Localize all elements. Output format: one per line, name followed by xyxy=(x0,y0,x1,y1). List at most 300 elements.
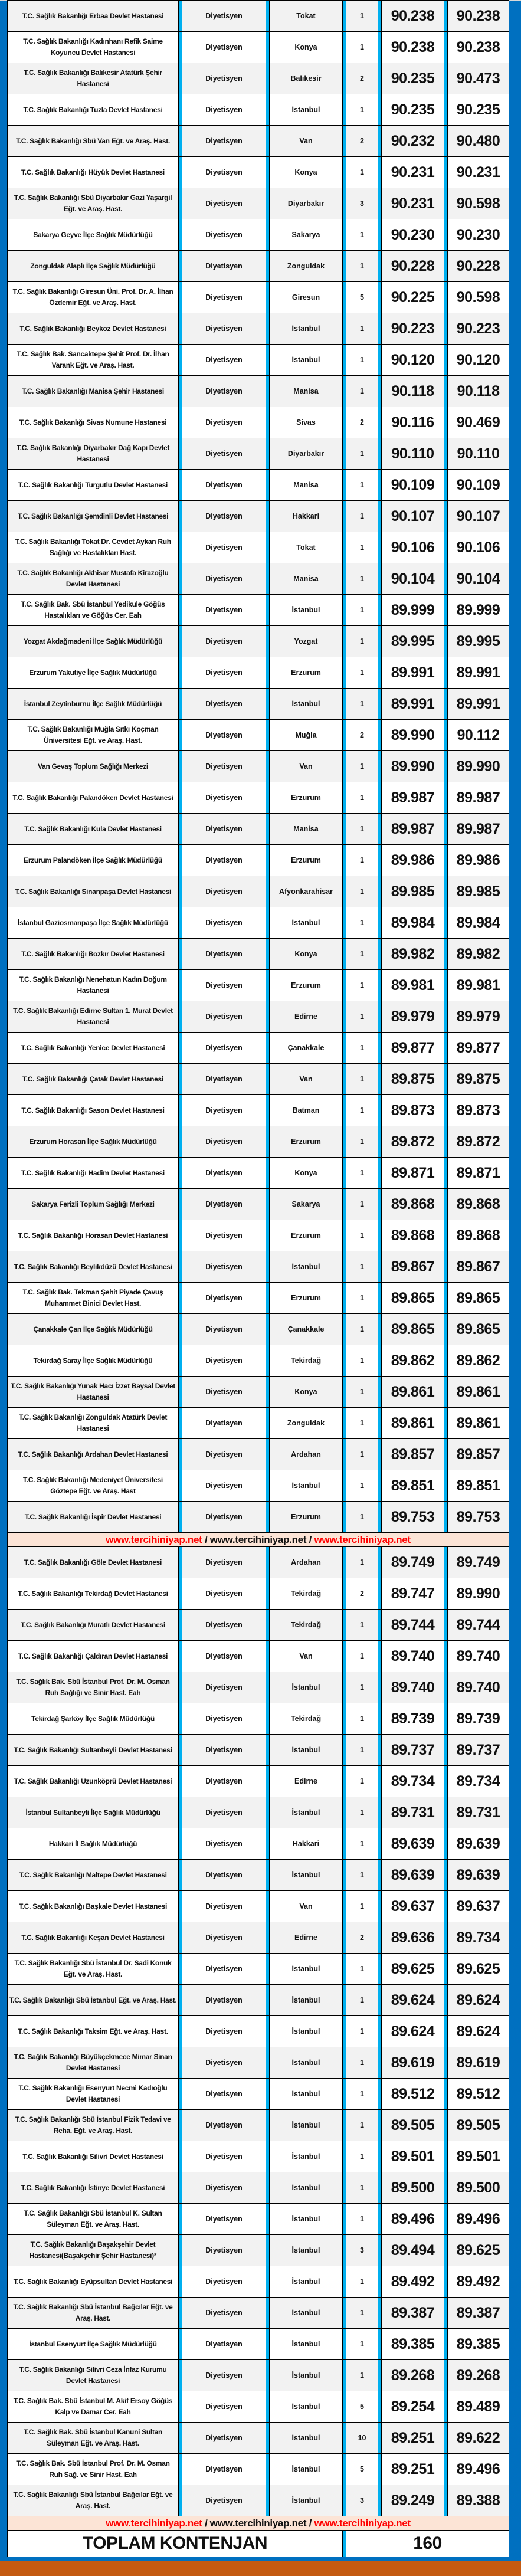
institution-name: T.C. Sağlık Bakanlığı Silivri Ceza İnfaz Kurumu Devlet Hastanesi xyxy=(8,2360,179,2391)
quota: 1 xyxy=(346,345,378,376)
table-row xyxy=(8,63,509,94)
quota: 2 xyxy=(346,720,378,751)
min-score: 89.624 xyxy=(382,2016,444,2047)
table-row xyxy=(8,1922,509,1954)
position-type: Diyetisyen xyxy=(182,2172,266,2204)
quota: 1 xyxy=(346,1954,378,1985)
position-type: Diyetisyen xyxy=(182,1377,266,1408)
quota: 2 xyxy=(346,1578,378,1610)
position-type: Diyetisyen xyxy=(182,845,266,876)
quota: 1 xyxy=(346,2110,378,2141)
city: İstanbul xyxy=(270,2172,343,2204)
quota: 1 xyxy=(346,814,378,845)
max-score: 89.744 xyxy=(448,1610,509,1641)
min-score: 89.865 xyxy=(382,1283,444,1314)
position-type: Diyetisyen xyxy=(182,2423,266,2454)
city: Erzurum xyxy=(270,845,343,876)
quota: 1 xyxy=(346,1502,378,1533)
max-score: 89.749 xyxy=(448,1547,509,1578)
min-score: 89.990 xyxy=(382,720,444,751)
institution-name: Tekirdağ Şarköy İlçe Sağlık Müdürlüğü xyxy=(8,1703,179,1735)
max-score: 90.473 xyxy=(448,63,509,94)
position-type: Diyetisyen xyxy=(182,1033,266,1064)
min-score: 89.619 xyxy=(382,2047,444,2079)
city: Tokat xyxy=(270,1,343,32)
max-score: 89.990 xyxy=(448,1578,509,1610)
max-score: 89.979 xyxy=(448,1001,509,1033)
max-score: 90.238 xyxy=(448,1,509,32)
max-score: 89.987 xyxy=(448,814,509,845)
institution-name: Çanakkale Çan İlçe Sağlık Müdürlüğü xyxy=(8,1314,179,1345)
institution-name: T.C. Sağlık Bakanlığı Sultanbeyli Devlet Hastanesi xyxy=(8,1735,179,1766)
min-score: 90.120 xyxy=(382,345,444,376)
max-score: 89.385 xyxy=(448,2329,509,2360)
position-type: Diyetisyen xyxy=(182,1828,266,1860)
min-score: 89.251 xyxy=(382,2423,444,2454)
institution-name: T.C. Sağlık Bakanlığı Çatak Devlet Hastanesi xyxy=(8,1064,179,1095)
position-type: Diyetisyen xyxy=(182,2360,266,2391)
institution-name: T.C. Sağlık Bakanlığı Sbü İstanbul Fizik Tedavi ve Reha. Eğt. ve Araş. Hast. xyxy=(8,2110,179,2141)
quota: 1 xyxy=(346,1033,378,1064)
max-score: 90.110 xyxy=(448,438,509,470)
table-row xyxy=(8,657,509,689)
min-score: 89.249 xyxy=(382,2485,444,2516)
max-score: 89.991 xyxy=(448,657,509,689)
position-type: Diyetisyen xyxy=(182,689,266,720)
min-score: 90.106 xyxy=(382,532,444,563)
min-score: 90.223 xyxy=(382,313,444,345)
max-score: 89.740 xyxy=(448,1641,509,1672)
institution-name: T.C. Sağlık Bakanlığı Maltepe Devlet Hastanesi xyxy=(8,1860,179,1891)
position-type: Diyetisyen xyxy=(182,2391,266,2423)
quota: 1 xyxy=(346,657,378,689)
max-score: 89.753 xyxy=(448,1502,509,1533)
watermark-link-3[interactable]: www.tercihiniyap.net xyxy=(314,1533,411,1545)
table-row xyxy=(8,751,509,782)
table-row xyxy=(8,907,509,939)
city: İstanbul xyxy=(270,1860,343,1891)
quota: 1 xyxy=(346,32,378,63)
min-score: 89.639 xyxy=(382,1828,444,1860)
position-type: Diyetisyen xyxy=(182,1797,266,1828)
institution-name: T.C. Sağlık Bakanlığı Manisa Şehir Hastanesi xyxy=(8,376,179,407)
quota: 1 xyxy=(346,1345,378,1377)
city: İstanbul xyxy=(270,907,343,939)
max-score: 89.734 xyxy=(448,1922,509,1954)
max-score: 89.388 xyxy=(448,2485,509,2516)
position-type: Diyetisyen xyxy=(182,595,266,626)
position-type: Diyetisyen xyxy=(182,657,266,689)
position-type: Diyetisyen xyxy=(182,751,266,782)
position-type: Diyetisyen xyxy=(182,1735,266,1766)
position-type: Diyetisyen xyxy=(182,376,266,407)
city: Ardahan xyxy=(270,1547,343,1578)
institution-name: T.C. Sağlık Bakanlığı Hüyük Devlet Hastanesi xyxy=(8,157,179,188)
table-row xyxy=(8,407,509,438)
city: Sivas xyxy=(270,407,343,438)
institution-name: T.C. Sağlık Bak. Sbü İstanbul Prof. Dr. M. Osman Ruh Sağ. ve Sinir Hast. Eah xyxy=(8,2454,179,2485)
watermark-link-2[interactable]: www.tercihiniyap.net xyxy=(209,1533,307,1545)
city: Tekirdağ xyxy=(270,1345,343,1377)
min-score: 89.861 xyxy=(382,1377,444,1408)
min-score: 89.501 xyxy=(382,2141,444,2172)
position-type: Diyetisyen xyxy=(182,470,266,501)
max-score: 90.469 xyxy=(448,407,509,438)
city: Ardahan xyxy=(270,1439,343,1470)
institution-name: T.C. Sağlık Bakanlığı Sinanpaşa Devlet Hastanesi xyxy=(8,876,179,907)
max-score: 90.231 xyxy=(448,157,509,188)
city: İstanbul xyxy=(270,2360,343,2391)
max-score: 89.639 xyxy=(448,1828,509,1860)
min-score: 90.235 xyxy=(382,63,444,94)
quota: 1 xyxy=(346,1610,378,1641)
table-row xyxy=(8,1,509,32)
max-score: 90.238 xyxy=(448,32,509,63)
institution-name: T.C. Sağlık Bakanlığı Muğla Sıtkı Koçman Üniversitesi Eğt. ve Araş. Hast. xyxy=(8,720,179,751)
max-score: 89.865 xyxy=(448,1283,509,1314)
table-row xyxy=(8,345,509,376)
position-type: Diyetisyen xyxy=(182,1641,266,1672)
total-label: TOPLAM KONTENJAN xyxy=(8,2531,343,2557)
quota: 2 xyxy=(346,1922,378,1954)
institution-name: T.C. Sağlık Bakanlığı Beylikdüzü Devlet Hastanesi xyxy=(8,1251,179,1283)
institution-name: T.C. Sağlık Bakanlığı Turgutlu Devlet Hastanesi xyxy=(8,470,179,501)
quota: 5 xyxy=(346,2454,378,2485)
city: Van xyxy=(270,1064,343,1095)
position-type: Diyetisyen xyxy=(182,1703,266,1735)
min-score: 89.877 xyxy=(382,1033,444,1064)
min-score: 89.731 xyxy=(382,1797,444,1828)
city: İstanbul xyxy=(270,94,343,126)
table-row xyxy=(8,1064,509,1095)
table-row xyxy=(8,1703,509,1735)
max-score: 90.109 xyxy=(448,470,509,501)
position-type: Diyetisyen xyxy=(182,345,266,376)
table-row xyxy=(8,1189,509,1220)
city: Hakkari xyxy=(270,501,343,532)
watermark-link-3[interactable]: www.tercihiniyap.net xyxy=(314,2517,411,2529)
city: İstanbul xyxy=(270,2485,343,2516)
table-row xyxy=(8,1766,509,1797)
quota: 1 xyxy=(346,2141,378,2172)
position-type: Diyetisyen xyxy=(182,2266,266,2298)
max-score: 89.995 xyxy=(448,626,509,657)
quota: 1 xyxy=(346,595,378,626)
table-row xyxy=(8,1220,509,1251)
quota: 1 xyxy=(346,845,378,876)
quota: 1 xyxy=(346,2298,378,2329)
city: Erzurum xyxy=(270,1283,343,1314)
city: Edirne xyxy=(270,1766,343,1797)
institution-name: T.C. Sağlık Bakanlığı Büyükçekmece Mimar Sinan Devlet Hastanesi xyxy=(8,2047,179,2079)
table-row xyxy=(8,532,509,563)
quota: 1 xyxy=(346,1251,378,1283)
min-score: 90.104 xyxy=(382,563,444,595)
institution-name: Zonguldak Alaplı İlçe Sağlık Müdürlüğü xyxy=(8,251,179,282)
max-score: 90.598 xyxy=(448,282,509,313)
min-score: 90.238 xyxy=(382,1,444,32)
table-row xyxy=(8,1314,509,1345)
max-score: 89.501 xyxy=(448,2141,509,2172)
table-row xyxy=(8,282,509,313)
table-row xyxy=(8,251,509,282)
max-score: 89.734 xyxy=(448,1766,509,1797)
position-type: Diyetisyen xyxy=(182,1578,266,1610)
quota: 3 xyxy=(346,2485,378,2516)
quota: 1 xyxy=(346,376,378,407)
table-row xyxy=(8,94,509,126)
position-type: Diyetisyen xyxy=(182,626,266,657)
watermark-row xyxy=(8,2516,509,2531)
quota: 1 xyxy=(346,1001,378,1033)
max-score: 89.861 xyxy=(448,1377,509,1408)
city: Diyarbakır xyxy=(270,188,343,219)
max-score: 89.867 xyxy=(448,1251,509,1283)
min-score: 89.865 xyxy=(382,1314,444,1345)
table-row xyxy=(8,876,509,907)
min-score: 90.230 xyxy=(382,219,444,251)
city: Konya xyxy=(270,1377,343,1408)
city: Çanakkale xyxy=(270,1033,343,1064)
table-row xyxy=(8,2423,509,2454)
min-score: 90.228 xyxy=(382,251,444,282)
watermark-text: www.tercihiniyap.net / www.tercihiniyap.net / www.tercihiniyap.net xyxy=(8,1533,509,1547)
institution-name: Tekirdağ Saray İlçe Sağlık Müdürlüğü xyxy=(8,1345,179,1377)
max-score: 89.877 xyxy=(448,1033,509,1064)
quota: 1 xyxy=(346,1189,378,1220)
min-score: 89.862 xyxy=(382,1345,444,1377)
position-type: Diyetisyen xyxy=(182,2141,266,2172)
institution-name: T.C. Sağlık Bakanlığı Sbü Diyarbakır Gazi Yaşargil Eğt. ve Araş. Hast. xyxy=(8,188,179,219)
quota: 1 xyxy=(346,751,378,782)
watermark-block-2 xyxy=(8,2516,509,2531)
position-type: Diyetisyen xyxy=(182,1439,266,1470)
quota: 1 xyxy=(346,251,378,282)
table-row xyxy=(8,2454,509,2485)
quota: 1 xyxy=(346,876,378,907)
min-score: 90.231 xyxy=(382,157,444,188)
max-score: 90.223 xyxy=(448,313,509,345)
max-score: 90.106 xyxy=(448,532,509,563)
institution-name: T.C. Sağlık Bakanlığı İstinye Devlet Hastanesi xyxy=(8,2172,179,2204)
city: Konya xyxy=(270,939,343,970)
watermark-text: www.tercihiniyap.net / www.tercihiniyap.net / www.tercihiniyap.net xyxy=(8,2516,509,2531)
table-row xyxy=(8,376,509,407)
quota: 1 xyxy=(346,1860,378,1891)
city: Yozgat xyxy=(270,626,343,657)
min-score: 89.505 xyxy=(382,2110,444,2141)
institution-name: T.C. Sağlık Bakanlığı Sbü İstanbul K. Sultan Süleyman Eğt. ve Araş. Hast. xyxy=(8,2204,179,2235)
institution-name: Sakarya Ferizli Toplum Sağlığı Merkezi xyxy=(8,1189,179,1220)
min-score: 89.857 xyxy=(382,1439,444,1470)
quota: 1 xyxy=(346,1797,378,1828)
total-block xyxy=(8,2531,509,2557)
min-score: 89.873 xyxy=(382,1095,444,1126)
table-row xyxy=(8,1126,509,1158)
table-row xyxy=(8,470,509,501)
city: İstanbul xyxy=(270,2391,343,2423)
position-type: Diyetisyen xyxy=(182,814,266,845)
min-score: 89.492 xyxy=(382,2266,444,2298)
max-score: 90.230 xyxy=(448,219,509,251)
quota: 1 xyxy=(346,1766,378,1797)
quota: 1 xyxy=(346,1470,378,1502)
city: İstanbul xyxy=(270,2235,343,2266)
position-type: Diyetisyen xyxy=(182,563,266,595)
min-score: 89.991 xyxy=(382,657,444,689)
min-score: 89.985 xyxy=(382,876,444,907)
min-score: 89.624 xyxy=(382,1985,444,2016)
table-row xyxy=(8,501,509,532)
min-score: 89.984 xyxy=(382,907,444,939)
institution-name: T.C. Sağlık Bakanlığı Kadınhanı Refik Saime Koyuncu Devlet Hastanesi xyxy=(8,32,179,63)
watermark-link-1[interactable]: www.tercihiniyap.net xyxy=(106,1533,202,1545)
max-score: 89.868 xyxy=(448,1189,509,1220)
quota: 1 xyxy=(346,1828,378,1860)
city: Tekirdağ xyxy=(270,1703,343,1735)
city: İstanbul xyxy=(270,1954,343,1985)
position-type: Diyetisyen xyxy=(182,1314,266,1345)
institution-name: Yozgat Akdağmadeni İlçe Sağlık Müdürlüğü xyxy=(8,626,179,657)
institution-name: T.C. Sağlık Bakanlığı Uzunköprü Devlet Hastanesi xyxy=(8,1766,179,1797)
max-score: 89.871 xyxy=(448,1158,509,1189)
min-score: 90.232 xyxy=(382,126,444,157)
city: Van xyxy=(270,751,343,782)
min-score: 89.749 xyxy=(382,1547,444,1578)
city: Erzurum xyxy=(270,1502,343,1533)
table-row xyxy=(8,1547,509,1578)
city: Manisa xyxy=(270,814,343,845)
institution-name: Sakarya Geyve İlçe Sağlık Müdürlüğü xyxy=(8,219,179,251)
table-row xyxy=(8,1502,509,1533)
max-score: 90.112 xyxy=(448,720,509,751)
min-score: 90.109 xyxy=(382,470,444,501)
position-type: Diyetisyen xyxy=(182,1345,266,1377)
max-score: 90.118 xyxy=(448,376,509,407)
min-score: 89.387 xyxy=(382,2298,444,2329)
institution-name: T.C. Sağlık Bak. Sbü İstanbul Kanuni Sultan Süleyman Eğt. ve Araş. Hast. xyxy=(8,2423,179,2454)
city: İstanbul xyxy=(270,1985,343,2016)
quota: 1 xyxy=(346,1703,378,1735)
city: İstanbul xyxy=(270,2141,343,2172)
min-score: 89.747 xyxy=(382,1578,444,1610)
position-type: Diyetisyen xyxy=(182,94,266,126)
city: Erzurum xyxy=(270,657,343,689)
min-score: 89.981 xyxy=(382,970,444,1001)
institution-name: T.C. Sağlık Bakanlığı Ardahan Devlet Hastanesi xyxy=(8,1439,179,1470)
institution-name: T.C. Sağlık Bak. Sbü İstanbul M. Akif Ersoy Göğüs Kalp ve Damar Cer. Eah xyxy=(8,2391,179,2423)
institution-name: Hakkari İl Sağlık Müdürlüğü xyxy=(8,1828,179,1860)
position-type: Diyetisyen xyxy=(182,1672,266,1703)
table-row xyxy=(8,1377,509,1408)
institution-name: T.C. Sağlık Bakanlığı Bozkır Devlet Hastanesi xyxy=(8,939,179,970)
table-row xyxy=(8,219,509,251)
institution-name: T.C. Sağlık Bakanlığı Zonguldak Atatürk Devlet Hastanesi xyxy=(8,1408,179,1439)
city: Sakarya xyxy=(270,1189,343,1220)
institution-name: T.C. Sağlık Bakanlığı Sbü İstanbul Bağcılar Eğt. ve Araş. Hast. xyxy=(8,2298,179,2329)
max-score: 89.862 xyxy=(448,1345,509,1377)
position-type: Diyetisyen xyxy=(182,251,266,282)
table-row xyxy=(8,2110,509,2141)
max-score: 89.387 xyxy=(448,2298,509,2329)
institution-name: T.C. Sağlık Bakanlığı Hadim Devlet Hastanesi xyxy=(8,1158,179,1189)
max-score: 89.984 xyxy=(448,907,509,939)
institution-name: T.C. Sağlık Bakanlığı Muratlı Devlet Hastanesi xyxy=(8,1610,179,1641)
city: İstanbul xyxy=(270,2329,343,2360)
position-type: Diyetisyen xyxy=(182,2016,266,2047)
city: Manisa xyxy=(270,376,343,407)
city: Zonguldak xyxy=(270,251,343,282)
watermark-row xyxy=(8,1533,509,1547)
table-row xyxy=(8,1578,509,1610)
position-type: Diyetisyen xyxy=(182,2204,266,2235)
table-block-2 xyxy=(8,1547,509,2516)
min-score: 89.500 xyxy=(382,2172,444,2204)
position-type: Diyetisyen xyxy=(182,720,266,751)
quota: 1 xyxy=(346,1283,378,1314)
city: Konya xyxy=(270,1158,343,1189)
min-score: 89.868 xyxy=(382,1220,444,1251)
position-type: Diyetisyen xyxy=(182,1502,266,1533)
position-type: Diyetisyen xyxy=(182,1891,266,1922)
watermark-link-2[interactable]: www.tercihiniyap.net xyxy=(209,2517,307,2529)
institution-name: T.C. Sağlık Bakanlığı Diyarbakır Dağ Kapı Devlet Hastanesi xyxy=(8,438,179,470)
min-score: 90.238 xyxy=(382,32,444,63)
quota: 1 xyxy=(346,2266,378,2298)
max-score: 89.268 xyxy=(448,2360,509,2391)
table-block-1 xyxy=(8,1,509,1533)
max-score: 89.986 xyxy=(448,845,509,876)
institution-name: T.C. Sağlık Bakanlığı Edirne Sultan 1. Murat Devlet Hastanesi xyxy=(8,1001,179,1033)
quota: 1 xyxy=(346,1408,378,1439)
table-row xyxy=(8,2172,509,2204)
max-score: 89.982 xyxy=(448,939,509,970)
max-score: 89.505 xyxy=(448,2110,509,2141)
min-score: 90.107 xyxy=(382,501,444,532)
institution-name: T.C. Sağlık Bakanlığı Erbaa Devlet Hastanesi xyxy=(8,1,179,32)
city: İstanbul xyxy=(270,595,343,626)
institution-name: T.C. Sağlık Bakanlığı Başakşehir Devlet Hastanesi(Başakşehir Şehir Hastanesi)* xyxy=(8,2235,179,2266)
table-row xyxy=(8,1610,509,1641)
quota: 1 xyxy=(346,1547,378,1578)
institution-name: T.C. Sağlık Bakanlığı Nenehatun Kadın Doğum Hastanesi xyxy=(8,970,179,1001)
city: Diyarbakır xyxy=(270,438,343,470)
table-row xyxy=(8,188,509,219)
max-score: 89.496 xyxy=(448,2454,509,2485)
table-row xyxy=(8,626,509,657)
min-score: 89.268 xyxy=(382,2360,444,2391)
min-score: 89.739 xyxy=(382,1703,444,1735)
quota: 1 xyxy=(346,2016,378,2047)
watermark-link-1[interactable]: www.tercihiniyap.net xyxy=(106,2517,202,2529)
table-row xyxy=(8,2235,509,2266)
quota: 1 xyxy=(346,1985,378,2016)
position-type: Diyetisyen xyxy=(182,1189,266,1220)
position-type: Diyetisyen xyxy=(182,1766,266,1797)
city: Muğla xyxy=(270,720,343,751)
position-type: Diyetisyen xyxy=(182,876,266,907)
min-score: 89.734 xyxy=(382,1766,444,1797)
min-score: 89.496 xyxy=(382,2204,444,2235)
quota: 1 xyxy=(346,1439,378,1470)
table-row xyxy=(8,1470,509,1502)
position-type: Diyetisyen xyxy=(182,32,266,63)
placement-table xyxy=(7,0,509,2557)
min-score: 89.871 xyxy=(382,1158,444,1189)
max-score: 89.512 xyxy=(448,2079,509,2110)
max-score: 89.861 xyxy=(448,1408,509,1439)
city: İstanbul xyxy=(270,1251,343,1283)
